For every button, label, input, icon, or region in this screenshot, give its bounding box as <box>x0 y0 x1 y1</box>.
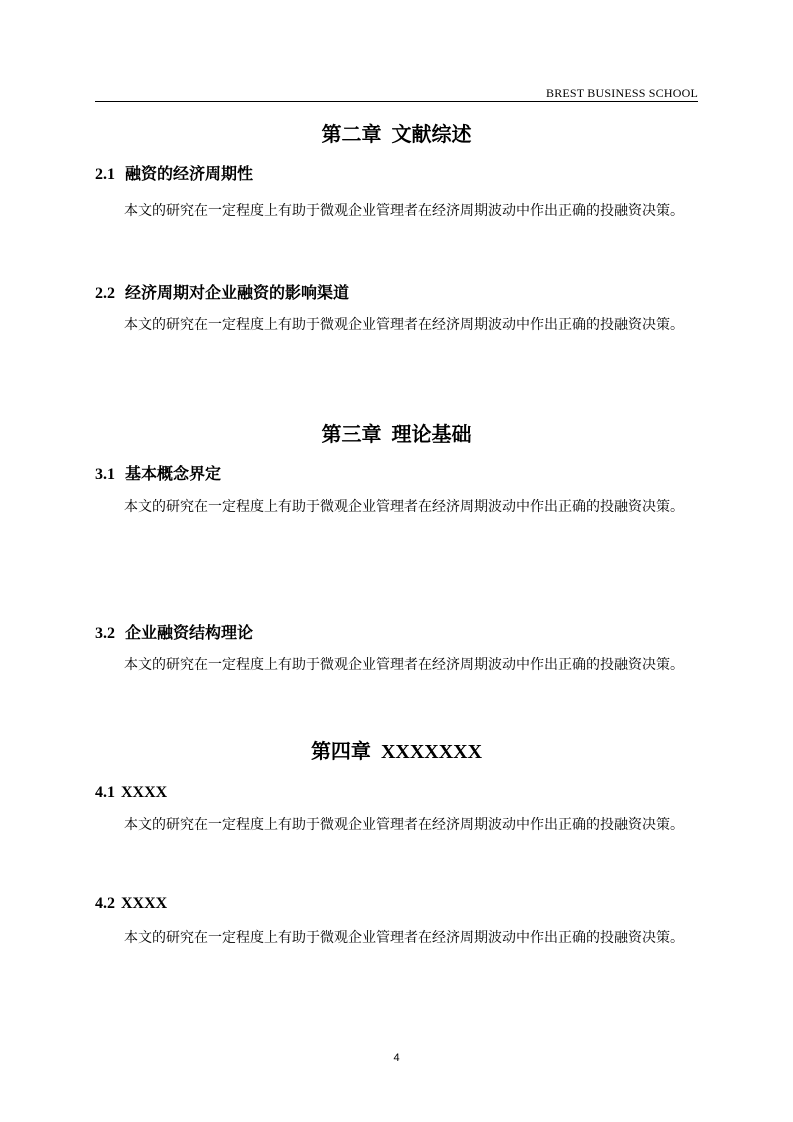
page-number: 4 <box>393 1052 400 1064</box>
chapter-title: 文献综述 <box>391 122 472 146</box>
chapter-number: 第四章 <box>310 739 371 763</box>
chapter-number: 第三章 <box>321 422 382 446</box>
section-4-2-heading <box>95 892 698 915</box>
section-number: 4.2 <box>95 895 115 912</box>
section-2-2-paragraph: 本文的研究在一定程度上有助于微观企业管理者在经济周期波动中作出正确的投融资决策。 <box>124 317 684 333</box>
chapter-3-heading <box>95 420 698 448</box>
chapter-title: 理论基础 <box>391 422 472 446</box>
section-2-2-heading <box>95 282 698 305</box>
section-2-1-paragraph: 本文的研究在一定程度上有助于微观企业管理者在经济周期波动中作出正确的投融资决策。 <box>124 203 684 219</box>
chapter-2-heading <box>95 120 698 148</box>
section-3-1-heading <box>95 463 698 486</box>
section-4-1-paragraph: 本文的研究在一定程度上有助于微观企业管理者在经济周期波动中作出正确的投融资决策。 <box>124 817 684 833</box>
section-2-1-heading <box>95 163 698 186</box>
section-title: XXXX <box>121 784 168 801</box>
chapter-4-heading <box>95 737 698 766</box>
chapter-title: XXXXXXX <box>380 741 483 763</box>
section-title: 基本概念界定 <box>125 464 222 483</box>
section-title: 融资的经济周期性 <box>125 164 254 183</box>
section-3-2-paragraph: 本文的研究在一定程度上有助于微观企业管理者在经济周期波动中作出正确的投融资决策。 <box>124 657 684 673</box>
section-number: 3.2 <box>95 625 115 642</box>
section-4-1-heading <box>95 781 698 804</box>
section-number: 2.2 <box>95 285 115 302</box>
section-3-1-paragraph: 本文的研究在一定程度上有助于微观企业管理者在经济周期波动中作出正确的投融资决策。 <box>124 499 684 515</box>
section-number: 3.1 <box>95 466 115 483</box>
chapter-number: 第二章 <box>321 122 382 146</box>
section-title: 企业融资结构理论 <box>125 623 254 642</box>
section-3-2-heading <box>95 622 698 645</box>
section-title: XXXX <box>121 895 168 912</box>
section-number: 4.1 <box>95 784 115 801</box>
section-number: 2.1 <box>95 166 115 183</box>
section-title: 经济周期对企业融资的影响渠道 <box>125 283 350 302</box>
running-header: BREST BUSINESS SCHOOL <box>545 86 698 100</box>
section-4-2-paragraph: 本文的研究在一定程度上有助于微观企业管理者在经济周期波动中作出正确的投融资决策。 <box>124 930 684 946</box>
header-rule <box>95 101 698 102</box>
